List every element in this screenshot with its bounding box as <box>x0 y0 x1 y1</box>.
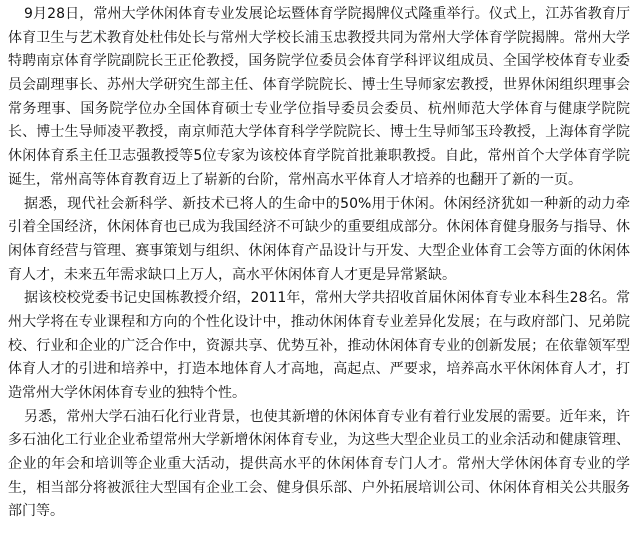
paragraph <box>8 193 630 288</box>
text-line: 体育卫生与艺术教育处杜伟处长与常州大学校长浦玉忠教授共同为常州大学体育学院揭牌。常州大学 <box>8 29 630 46</box>
text-line: 部门等。 <box>8 503 64 520</box>
text-line: 特聘南京体育学院副院长王正伦教授，国务院学位委员会体育学科评议组成员、全国学校体育专业委 <box>8 53 630 70</box>
text-line: 诞生，常州高等体育教育迈上了崭新的台阶，常州高水平体育人才培养的也翻开了新的一页。 <box>8 171 582 188</box>
text-line: 多石油化工行业企业希望常州大学新增休闲体育专业，为这些大型企业员工的业余活动和健康管理、 <box>8 432 630 449</box>
text-line: 育人才，未来五年需求缺口上万人，高水平休闲体育人才更是异常紧缺。 <box>8 266 456 283</box>
text-line: 9月28日，常州大学休闲体育专业发展论坛暨体育学院揭牌仪式隆重举行。仪式上，江苏省教育厅 <box>24 6 630 22</box>
text-line: 生，相当部分将被派往大型国有企业工会、健身俱乐部、户外拓展培训公司、休闲体育相关公共服务 <box>8 479 630 496</box>
text-line: 州大学将在专业课程和方向的个性化设计中，推动休闲体育专业差异化发展；在与政府部门、兄弟院 <box>8 313 630 330</box>
text-line: 闲体育经营与管理、赛事策划与组织、休闲体育产品设计与开发、大型企业体育工会等方面的休闲体 <box>8 242 630 259</box>
text-line: 体育人才的引进和培养中，打造本地体育人才高地，高起点、严要求，培养高水平休闲体育人才，打 <box>8 361 630 378</box>
text-line: 另悉，常州大学石油石化行业背景，也使其新增的休闲体育专业有着行业发展的需要。近年来，许 <box>24 408 630 425</box>
paragraph <box>8 3 630 193</box>
text-line: 校、行业和企业的广泛合作中，资源共享、优势互补，推动休闲体育专业的创新发展；在依靠领军型 <box>8 337 630 354</box>
text-line: 企业的年会和培训等企业重大活动，提供高水平的休闲体育专门人才。常州大学休闲体育专业的学 <box>8 456 630 473</box>
paragraph <box>8 287 630 405</box>
text-line: 引着全国经济，休闲体育也已成为我国经济不可缺少的重要组成部分。休闲体育健身服务与指导、休 <box>8 219 630 236</box>
text-line: 据悉，现代社会新科学、新技术已将人的生命中的50%用于休闲。休闲经济犹如一种新的动力牵 <box>24 195 630 212</box>
text-line: 造常州大学休闲体育专业的独特个性。 <box>8 385 246 401</box>
text-line: 长、博士生导师凌平教授，南京师范大学体育科学学院院长、博士生导师邹玉玲教授，上海体育学院 <box>8 124 630 141</box>
text-line: 休闲体育系主任卫志强教授等5位专家为该校体育学院首批兼职教授。自此，常州首个大学体育学院 <box>8 148 630 165</box>
text-line: 常务理事、国务院学位办全国体育硕士专业学位指导委员会委员、杭州师范大学体育与健康学院院 <box>8 100 630 117</box>
text-line: 据该校校党委书记史国栋教授介绍，2011年，常州大学共招收首届休闲体育专业本科生28名。常 <box>24 290 630 307</box>
text-line: 员会副理事长、苏州大学研究生部主任、体育学院院长、博士生导师家宏教授，世界休闲组织理事会 <box>8 77 630 94</box>
article-body <box>8 3 630 524</box>
paragraph <box>8 406 630 524</box>
